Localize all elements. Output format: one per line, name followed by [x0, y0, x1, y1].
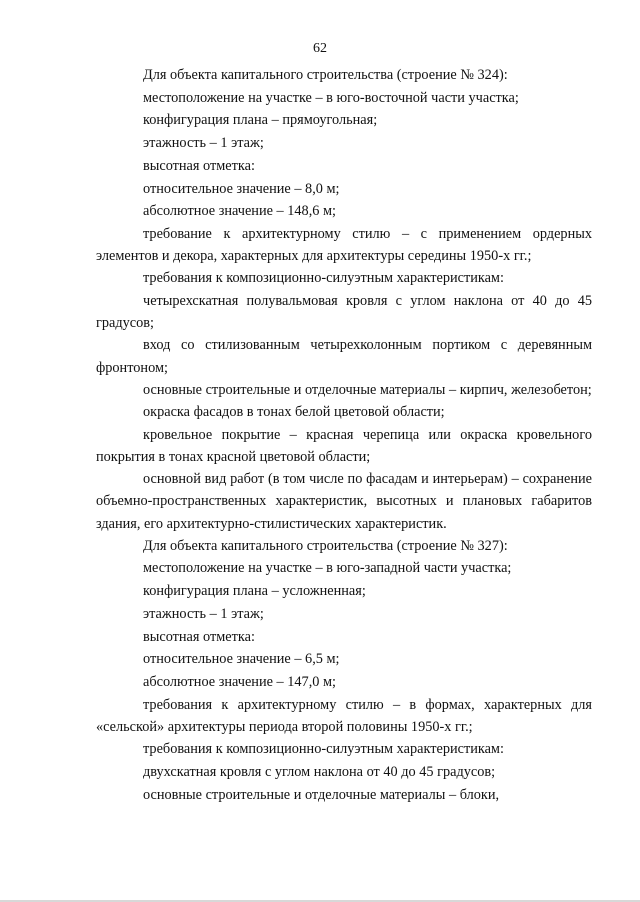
paragraph-object-324-heading: Для объекта капитального строительства (строение № 324): [143, 67, 508, 83]
paragraph-height-mark-327: высотная отметка: [143, 628, 255, 645]
paragraph-style-324: требование к архитектурному стилю – с применением ордерных элементов и декора, характерных для архитектуры середины 1950-х гг.; [96, 225, 592, 265]
paragraph-materials-327: основные строительные и отделочные материалы – блоки, [143, 786, 500, 803]
document-body [96, 64, 592, 810]
paragraph-materials-324: основные строительные и отделочные материалы – кирпич, железобетон; [143, 381, 592, 398]
paragraph-roofing-324: кровельное покрытие – красная черепица или окраска кровельного покрытия в тонах красной цветовой области; [96, 426, 592, 465]
paragraph-location-324: местоположение на участке – в юго-восточной части участка; [143, 89, 519, 106]
paragraph-roof-324: четырехскатная полувальмовая кровля с углом наклона от 40 до 45 градусов; [96, 293, 592, 332]
paragraph-roof-327: двухскатная кровля с углом наклона от 40 до 45 градусов; [143, 763, 496, 780]
paragraph-location-327: местоположение на участке – в юго-западной части участка; [143, 560, 512, 577]
paragraph-object-327-heading: Для объекта капитального строительства (строение № 327): [143, 537, 508, 554]
page-number: 62 [313, 41, 327, 56]
paragraph-silhouette-324: требования к композиционно-силуэтным характеристикам: [143, 270, 504, 287]
paragraph-style-327: требования к архитектурному стилю – в формах, характерных для «сельской» архитектуры периода второй половины 1950-х гг.; [96, 696, 592, 735]
paragraph-works-324: основной вид работ (в том числе по фасадам и интерьерам) – сохранение объемно-пространственных характеристик, высотных и плановых габаритов здания, его архитектурно-стилистических характеристик. [96, 471, 592, 532]
paragraph-silhouette-327: требования к композиционно-силуэтным характеристикам: [143, 741, 504, 758]
paragraph-floors-324: этажность – 1 этаж; [143, 135, 264, 152]
paragraph-relative-value-324: относительное значение – 8,0 м; [143, 180, 340, 197]
paragraph-absolute-value-327: абсолютное значение – 147,0 м; [143, 673, 337, 690]
paragraph-absolute-value-324: абсолютное значение – 148,6 м; [143, 203, 337, 220]
paragraph-plan-324: конфигурация плана – прямоугольная; [143, 112, 378, 129]
paragraph-plan-327: конфигурация плана – усложненная; [143, 583, 366, 600]
paragraph-entrance-324: вход со стилизованным четырехколонным портиком с деревянным фронтоном; [96, 337, 592, 376]
paragraph-relative-value-327: относительное значение – 6,5 м; [143, 651, 340, 668]
paragraph-facade-color-324: окраска фасадов в тонах белой цветовой области; [143, 404, 445, 421]
paragraph-floors-327: этажность – 1 этаж; [143, 605, 264, 622]
paragraph-height-mark-324: высотная отметка: [143, 157, 255, 174]
